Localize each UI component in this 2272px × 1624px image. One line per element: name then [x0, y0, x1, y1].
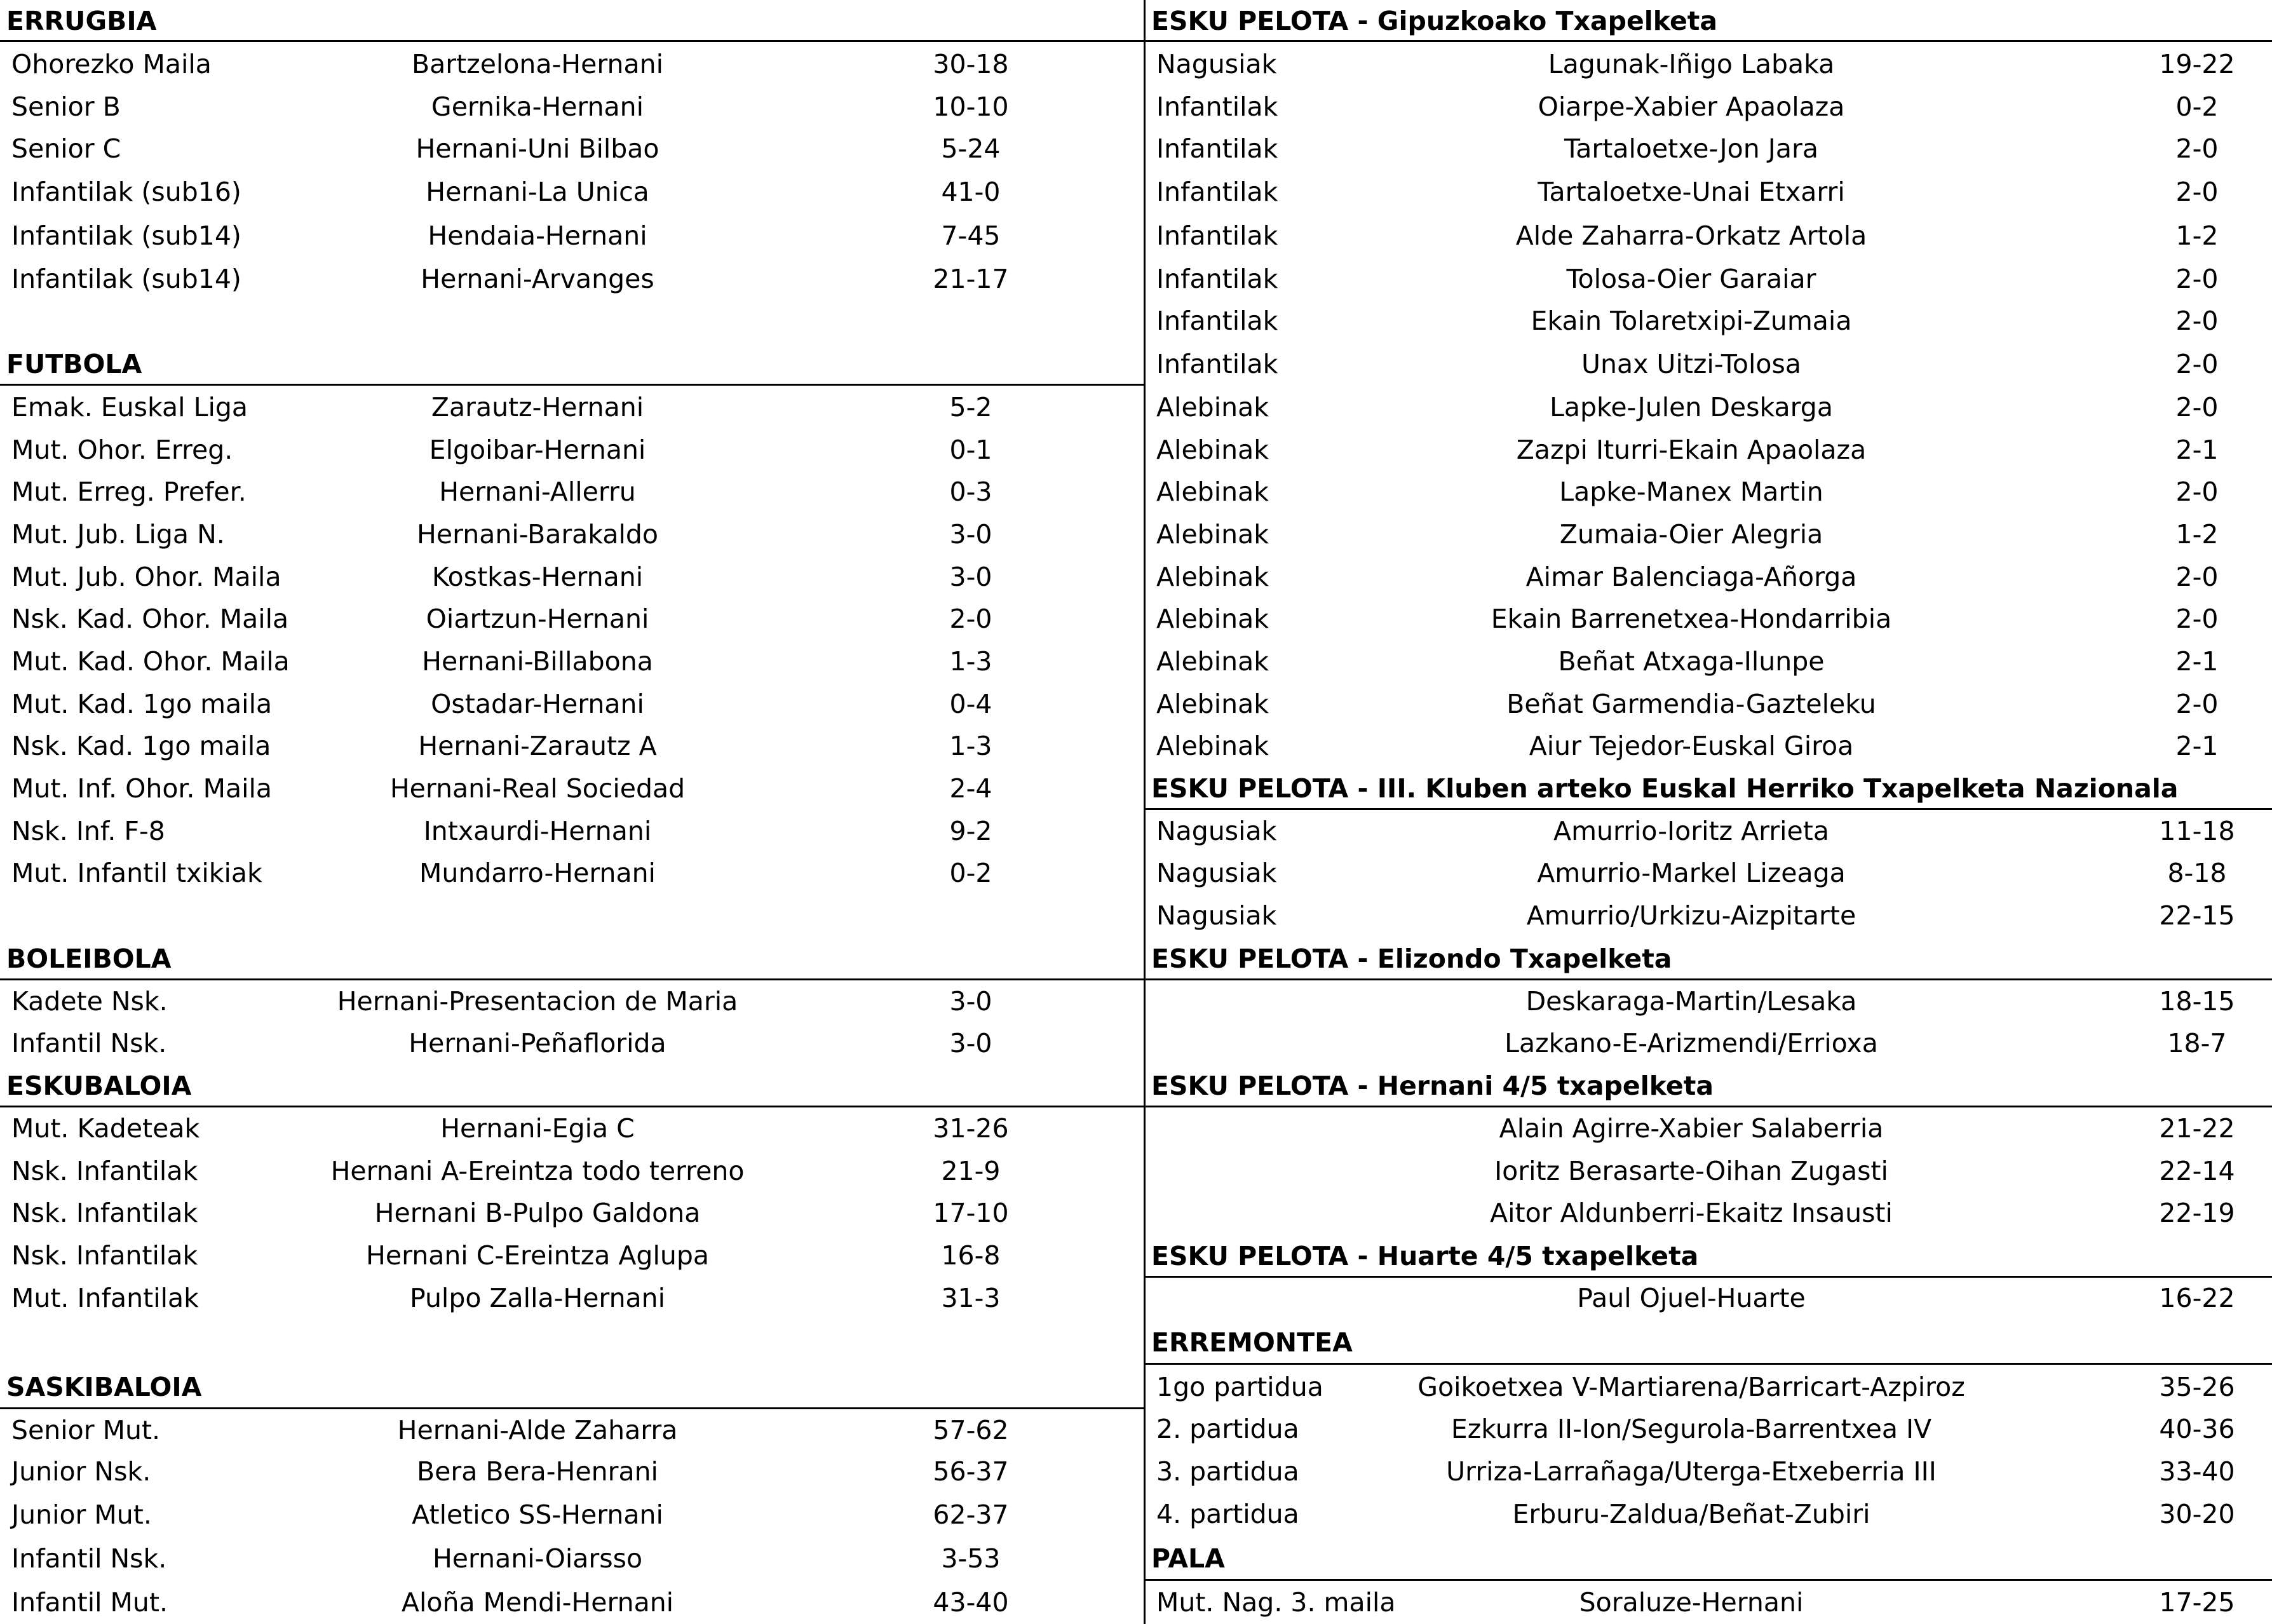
score-cell: 8-18	[2167, 858, 2227, 888]
score-cell: 2-0	[2175, 306, 2219, 336]
score-cell: 0-4	[949, 689, 992, 719]
match-cell: Deskaraga-Martin/Lesaka	[1525, 986, 1857, 1017]
match-cell: Hernani-Zarautz A	[418, 731, 657, 761]
score-cell: 30-18	[933, 49, 1009, 79]
result-row	[1145, 1150, 2272, 1193]
match-cell: Oiarpe-Xabier Apaolaza	[1538, 91, 1845, 122]
result-row	[1145, 852, 2272, 895]
category-cell: Nagusiak	[1156, 816, 1277, 846]
match-cell: Bera Bera-Henrani	[417, 1456, 658, 1487]
match-cell: Alde Zaharra-Orkatz Artola	[1515, 220, 1867, 251]
result-row	[0, 768, 1145, 810]
result-row	[1145, 683, 2272, 726]
section-title-futbola: FUTBOLA	[6, 349, 142, 379]
category-cell: Infantilak	[1156, 349, 1278, 379]
result-row	[1145, 556, 2272, 599]
match-cell: Hernani-Peñaflorida	[409, 1028, 666, 1059]
score-cell: 1-2	[2175, 220, 2219, 251]
category-cell: Alebinak	[1156, 392, 1269, 423]
score-cell: 62-37	[933, 1499, 1009, 1530]
match-cell: Hernani-Arvanges	[421, 264, 654, 294]
match-cell: Alain Agirre-Xabier Salaberria	[1499, 1113, 1884, 1144]
category-cell: Junior Nsk.	[11, 1456, 151, 1487]
match-cell: Erburu-Zaldua/Beñat-Zubiri	[1512, 1499, 1870, 1529]
score-cell: 17-10	[933, 1198, 1009, 1228]
score-cell: 22-19	[2159, 1198, 2235, 1228]
score-cell: 30-20	[2159, 1499, 2235, 1529]
category-cell: Nagusiak	[1156, 858, 1277, 888]
result-row	[0, 725, 1145, 768]
category-cell: Mut. Nag. 3. maila	[1156, 1587, 1396, 1618]
category-cell: Mut. Ohor. Erreg.	[11, 435, 233, 465]
score-cell: 19-22	[2159, 49, 2235, 79]
result-row	[0, 471, 1145, 513]
score-cell: 2-1	[2175, 435, 2219, 465]
match-cell: Tolosa-Oier Garaiar	[1566, 264, 1816, 294]
result-row	[1145, 1366, 2272, 1409]
match-cell: Mundarro-Hernani	[419, 858, 656, 888]
match-cell: Elgoibar-Hernani	[429, 435, 646, 465]
result-row	[1145, 640, 2272, 683]
result-row	[1145, 598, 2272, 640]
category-cell: Mut. Kad. Ohor. Maila	[11, 646, 290, 677]
result-row	[1145, 215, 2272, 257]
match-cell: Aimar Balenciaga-Añorga	[1525, 562, 1857, 592]
result-row	[0, 1192, 1145, 1235]
category-cell: Senior B	[11, 91, 121, 122]
match-cell: Gernika-Hernani	[431, 91, 644, 122]
category-cell: Infantilak (sub14)	[11, 220, 241, 251]
match-cell: Aloña Mendi-Hernani	[401, 1587, 674, 1618]
category-cell: Infantil Nsk.	[11, 1028, 167, 1059]
category-cell: Alebinak	[1156, 646, 1269, 677]
section-rule	[1145, 1363, 2272, 1365]
match-cell: Tartaloetxe-Unai Etxarri	[1538, 177, 1845, 207]
score-cell: 0-2	[2175, 91, 2219, 122]
result-row	[0, 852, 1145, 895]
score-cell: 9-2	[949, 816, 992, 846]
score-cell: 1-3	[949, 646, 992, 677]
category-cell: Infantilak	[1156, 220, 1278, 251]
result-row	[0, 1235, 1145, 1277]
match-cell: Hernani-Barakaldo	[417, 519, 658, 550]
match-cell: Hernani-La Unica	[426, 177, 649, 207]
match-cell: Bartzelona-Hernani	[412, 49, 663, 79]
score-cell: 2-0	[2175, 689, 2219, 719]
category-cell: Mut. Infantil txikiak	[11, 858, 262, 888]
result-row	[0, 1107, 1145, 1150]
result-row	[0, 640, 1145, 683]
result-row	[0, 1494, 1145, 1536]
match-cell: Atletico SS-Hernani	[412, 1499, 663, 1530]
result-row	[0, 43, 1145, 86]
section-title-erremontea: ERREMONTEA	[1151, 1327, 1353, 1358]
match-cell: Zarautz-Hernani	[431, 392, 644, 423]
match-cell: Hernani-Oiarsso	[432, 1543, 643, 1574]
match-cell: Hendaia-Hernani	[428, 220, 647, 251]
match-cell: Lagunak-Iñigo Labaka	[1548, 49, 1835, 79]
result-row	[1145, 171, 2272, 213]
match-cell: Aitor Aldunberri-Ekaitz Insausti	[1490, 1198, 1893, 1228]
result-row	[1145, 513, 2272, 556]
category-cell: Alebinak	[1156, 604, 1269, 634]
category-cell: Ohorezko Maila	[11, 49, 212, 79]
category-cell: Mut. Kadeteak	[11, 1113, 200, 1144]
category-cell: Infantil Nsk.	[11, 1543, 167, 1574]
match-cell: Kostkas-Hernani	[431, 562, 644, 592]
result-row	[1145, 258, 2272, 301]
result-row	[1145, 1451, 2272, 1493]
match-cell: Amurrio/Urkizu-Aizpitarte	[1526, 900, 1856, 931]
score-cell: 56-37	[933, 1456, 1009, 1487]
match-cell: Hernani A-Ereintza todo terreno	[330, 1156, 745, 1186]
result-row	[0, 215, 1145, 257]
score-cell: 18-15	[2159, 986, 2235, 1017]
match-cell: Lazkano-E-Arizmendi/Errioxa	[1505, 1028, 1878, 1059]
score-cell: 35-26	[2159, 1372, 2235, 1402]
score-cell: 21-17	[933, 264, 1009, 294]
result-row	[1145, 980, 2272, 1023]
match-cell: Paul Ojuel-Huarte	[1577, 1283, 1806, 1313]
score-cell: 11-18	[2159, 816, 2235, 846]
section-title-boleibola: BOLEIBOLA	[6, 944, 172, 974]
score-cell: 41-0	[941, 177, 1001, 207]
match-cell: Ekain Barrenetxea-Hondarribia	[1491, 604, 1892, 634]
result-row	[0, 86, 1145, 128]
match-cell: Hernani-Alde Zaharra	[397, 1415, 678, 1445]
score-cell: 2-0	[2175, 133, 2219, 164]
score-cell: 22-14	[2159, 1156, 2235, 1186]
result-row	[1145, 895, 2272, 937]
section-rule	[1145, 40, 2272, 42]
match-cell: Lapke-Manex Martin	[1559, 477, 1823, 507]
section-title-saskibaloia: SASKIBALOIA	[6, 1372, 202, 1402]
category-cell: Kadete Nsk.	[11, 986, 168, 1017]
result-row	[0, 1451, 1145, 1493]
result-row	[1145, 43, 2272, 86]
score-cell: 2-0	[2175, 392, 2219, 423]
match-cell: Oiartzun-Hernani	[426, 604, 649, 634]
result-row	[0, 1581, 1145, 1624]
category-cell: Mut. Jub. Ohor. Maila	[11, 562, 281, 592]
match-cell: Tartaloetxe-Jon Jara	[1564, 133, 1818, 164]
score-cell: 21-22	[2159, 1113, 2235, 1144]
result-row	[1145, 429, 2272, 471]
category-cell: 2. partidua	[1156, 1414, 1299, 1444]
match-cell: Hernani-Real Sociedad	[389, 773, 686, 804]
category-cell: Alebinak	[1156, 519, 1269, 550]
category-cell: Nsk. Infantilak	[11, 1198, 198, 1228]
score-cell: 2-1	[2175, 646, 2219, 677]
category-cell: Infantilak (sub14)	[11, 264, 241, 294]
result-row	[1145, 343, 2272, 386]
category-cell: Nsk. Kad. Ohor. Maila	[11, 604, 289, 634]
score-cell: 1-2	[2175, 519, 2219, 550]
category-cell: Infantilak	[1156, 133, 1278, 164]
section-title-eskubaloia: ESKUBALOIA	[6, 1071, 192, 1101]
match-cell: Unax Uitzi-Tolosa	[1581, 349, 1801, 379]
category-cell: Mut. Inf. Ohor. Maila	[11, 773, 272, 804]
result-row	[0, 386, 1145, 429]
match-cell: Aiur Tejedor-Euskal Giroa	[1529, 731, 1854, 761]
match-cell: Pulpo Zalla-Hernani	[409, 1283, 666, 1313]
result-row	[0, 1409, 1145, 1452]
score-cell: 57-62	[933, 1415, 1009, 1445]
match-cell: Zumaia-Oier Alegria	[1559, 519, 1823, 550]
category-cell: Alebinak	[1156, 731, 1269, 761]
category-cell: Infantilak	[1156, 91, 1278, 122]
score-cell: 40-36	[2159, 1414, 2235, 1444]
result-row	[0, 258, 1145, 301]
category-cell: Infantil Mut.	[11, 1587, 168, 1618]
score-cell: 3-0	[949, 1028, 992, 1059]
score-cell: 0-1	[949, 435, 992, 465]
category-cell: Emak. Euskal Liga	[11, 392, 248, 423]
score-cell: 3-0	[949, 986, 992, 1017]
score-cell: 33-40	[2159, 1456, 2235, 1487]
result-row	[0, 1022, 1145, 1065]
category-cell: Infantilak	[1156, 264, 1278, 294]
category-cell: Nagusiak	[1156, 900, 1277, 931]
score-cell: 16-8	[941, 1240, 1001, 1271]
result-row	[0, 1538, 1145, 1580]
score-cell: 2-0	[949, 604, 992, 634]
result-row	[0, 556, 1145, 599]
result-row	[0, 1150, 1145, 1193]
match-cell: Hernani-Uni Bilbao	[416, 133, 659, 164]
result-row	[1145, 471, 2272, 513]
score-cell: 43-40	[933, 1587, 1009, 1618]
score-cell: 17-25	[2159, 1587, 2235, 1618]
match-cell: Goikoetxea V-Martiarena/Barricart-Azpiroz	[1417, 1372, 1965, 1402]
match-cell: Soraluze-Hernani	[1579, 1587, 1804, 1618]
result-row	[1145, 1277, 2272, 1320]
score-cell: 2-0	[2175, 477, 2219, 507]
section-title-esku-pelota-hernani-4-5-txapelketa: ESKU PELOTA - Hernani 4/5 txapelketa	[1151, 1071, 1714, 1101]
result-row	[1145, 1493, 2272, 1536]
match-cell: Hernani B-Pulpo Galdona	[374, 1198, 701, 1228]
match-cell: Urriza-Larrañaga/Uterga-Etxeberria III	[1446, 1456, 1937, 1487]
score-cell: 5-2	[949, 392, 992, 423]
result-row	[1145, 1107, 2272, 1150]
score-cell: 2-0	[2175, 177, 2219, 207]
section-title-esku-pelota-huarte-4-5-txapelketa: ESKU PELOTA - Huarte 4/5 txapelketa	[1151, 1241, 1699, 1271]
match-cell: Intxaurdi-Hernani	[423, 816, 652, 846]
result-row	[0, 810, 1145, 853]
category-cell: Infantilak (sub16)	[11, 177, 241, 207]
category-cell: Mut. Infantilak	[11, 1283, 199, 1313]
match-cell: Zazpi Iturri-Ekain Apaolaza	[1516, 435, 1867, 465]
score-cell: 5-24	[941, 133, 1001, 164]
category-cell: Mut. Kad. 1go maila	[11, 689, 273, 719]
match-cell: Beñat Atxaga-Ilunpe	[1558, 646, 1825, 677]
section-title-esku-pelota-iii-kluben-arteko-euskal-herriko-txapelketa-nazionala: ESKU PELOTA - III. Kluben arteko Euskal Herriko Txapelketa Nazionala	[1151, 773, 2179, 804]
result-row	[0, 683, 1145, 726]
category-cell: 4. partidua	[1156, 1499, 1299, 1529]
result-row	[0, 598, 1145, 640]
category-cell: Senior C	[11, 133, 121, 164]
score-cell: 2-4	[949, 773, 992, 804]
result-row	[1145, 1192, 2272, 1235]
category-cell: Junior Mut.	[11, 1499, 152, 1530]
result-row	[0, 513, 1145, 556]
result-row	[1145, 1408, 2272, 1451]
match-cell: Ioritz Berasarte-Oihan Zugasti	[1494, 1156, 1888, 1186]
match-cell: Ostadar-Hernani	[431, 689, 644, 719]
result-row	[0, 429, 1145, 471]
score-cell: 0-2	[949, 858, 992, 888]
category-cell: 3. partidua	[1156, 1456, 1299, 1487]
match-cell: Lapke-Julen Deskarga	[1550, 392, 1833, 423]
match-cell: Amurrio-Markel Lizeaga	[1537, 858, 1846, 888]
category-cell: Nsk. Infantilak	[11, 1156, 198, 1186]
section-title-pala: PALA	[1151, 1543, 1225, 1574]
match-cell: Beñat Garmendia-Gazteleku	[1506, 689, 1876, 719]
score-cell: 2-1	[2175, 731, 2219, 761]
category-cell: Mut. Jub. Liga N.	[11, 519, 225, 550]
section-title-esku-pelota-gipuzkoako-txapelketa: ESKU PELOTA - Gipuzkoako Txapelketa	[1151, 6, 1718, 36]
category-cell: Alebinak	[1156, 562, 1269, 592]
match-cell: Ekain Tolaretxipi-Zumaia	[1531, 306, 1852, 336]
category-cell: Nsk. Kad. 1go maila	[11, 731, 271, 761]
score-cell: 3-53	[941, 1543, 1001, 1574]
result-row	[0, 128, 1145, 170]
section-rule	[0, 40, 1145, 42]
score-cell: 21-9	[941, 1156, 1001, 1186]
match-cell: Hernani-Presentacion de Maria	[337, 986, 738, 1017]
category-cell: Alebinak	[1156, 689, 1269, 719]
score-cell: 16-22	[2159, 1283, 2235, 1313]
score-cell: 0-3	[949, 477, 992, 507]
result-row	[0, 1277, 1145, 1320]
score-cell: 18-7	[2167, 1028, 2227, 1059]
category-cell: Senior Mut.	[11, 1415, 161, 1445]
match-cell: Hernani-Egia C	[440, 1113, 635, 1144]
result-row	[0, 980, 1145, 1023]
result-row	[1145, 128, 2272, 170]
section-title-errugbia: ERRUGBIA	[6, 6, 157, 36]
section-rule	[0, 384, 1145, 386]
match-cell: Hernani-Allerru	[439, 477, 636, 507]
match-cell: Hernani-Billabona	[422, 646, 653, 677]
section-title-esku-pelota-elizondo-txapelketa: ESKU PELOTA - Elizondo Txapelketa	[1151, 944, 1672, 974]
result-row	[1145, 300, 2272, 342]
score-cell: 2-0	[2175, 349, 2219, 379]
result-row	[1145, 725, 2272, 768]
match-cell: Ezkurra II-Ion/Segurola-Barrentxea IV	[1450, 1414, 1932, 1444]
section-rule	[1145, 1579, 2272, 1581]
score-cell: 2-0	[2175, 562, 2219, 592]
score-cell: 10-10	[933, 91, 1009, 122]
match-cell: Hernani C-Ereintza Aglupa	[366, 1240, 709, 1271]
score-cell: 2-0	[2175, 604, 2219, 634]
category-cell: Nsk. Infantilak	[11, 1240, 198, 1271]
category-cell: Nagusiak	[1156, 49, 1277, 79]
category-cell: 1go partidua	[1156, 1372, 1323, 1402]
result-row	[1145, 810, 2272, 853]
result-row	[0, 171, 1145, 213]
category-cell: Mut. Erreg. Prefer.	[11, 477, 247, 507]
score-cell: 1-3	[949, 731, 992, 761]
result-row	[1145, 1581, 2272, 1624]
category-cell: Infantilak	[1156, 177, 1278, 207]
score-cell: 31-26	[933, 1113, 1009, 1144]
category-cell: Nsk. Inf. F-8	[11, 816, 165, 846]
score-cell: 3-0	[949, 562, 992, 592]
result-row	[1145, 86, 2272, 128]
score-cell: 22-15	[2159, 900, 2235, 931]
score-cell: 3-0	[949, 519, 992, 550]
score-cell: 7-45	[941, 220, 1001, 251]
category-cell: Alebinak	[1156, 435, 1269, 465]
score-cell: 2-0	[2175, 264, 2219, 294]
result-row	[1145, 1022, 2272, 1065]
category-cell: Alebinak	[1156, 477, 1269, 507]
score-cell: 31-3	[941, 1283, 1001, 1313]
match-cell: Amurrio-Ioritz Arrieta	[1553, 816, 1829, 846]
result-row	[1145, 386, 2272, 429]
category-cell: Infantilak	[1156, 306, 1278, 336]
